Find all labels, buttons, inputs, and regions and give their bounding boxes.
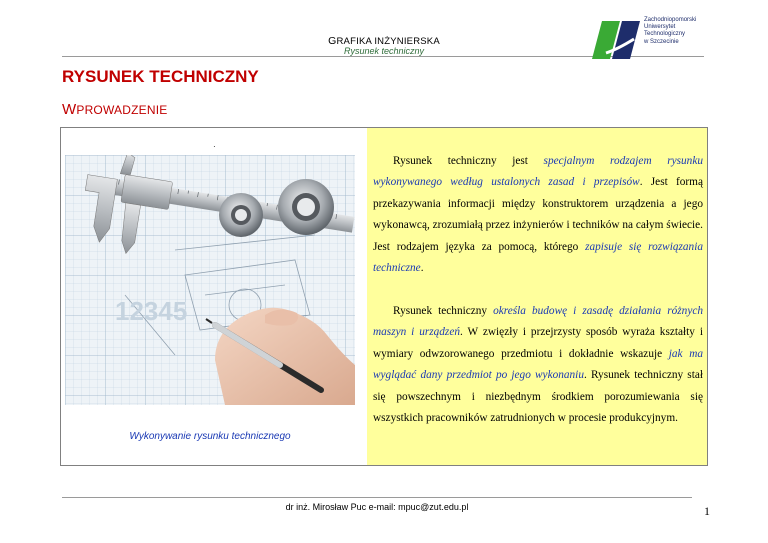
section-heading (62, 101, 167, 118)
logo-line-1: Zachodniopomorski (644, 17, 697, 23)
header-title-initial: G (328, 35, 337, 47)
footer-divider (62, 497, 692, 498)
technical-drawing-photo (65, 155, 355, 405)
emphasis-text: zapisuje się rozwiązania techniczne (373, 240, 703, 275)
paragraph-purpose: Rysunek techniczny określa budowę i zasadę działania różnych maszyn i urządzeń. W zwięzły i przejrzysty sposób wyraża kształty i wymiary odwzorowanego przedmiotu i dokładnie wskazuje jak ma wyglądać dany przedmiot po jego wykonaniu. Rysunek techniczny stał się powszechnym i niezbędnym środkiem porozumiewania się wszystkich pracowników zatrudnionych w procesie produkcyjnym. (373, 305, 704, 425)
section-heading-rest: PROWADZENIE (76, 103, 168, 117)
logo-text (644, 17, 696, 46)
logo-line-3: Technologiczny (644, 31, 686, 38)
header-subtitle: Rysunek techniczny (343, 46, 425, 56)
logo-line-4: w Szczecinie (644, 38, 679, 45)
figure-dot: · (213, 142, 216, 151)
emphasis-text: jak ma wyglądać dany przedmiot po jego wykonaniu (373, 347, 704, 382)
paragraph-intro: Rysunek techniczny jest specjalnym rodzajem rysunku wykonywanego według ustalonych zasad i przepisów. Jest formą przekazywania informacji między konstruktorem urządzenia a jego wykonawcą, zrozumiałą przez inżynierów i techników na całym świecie. Jest rodzajem języka za pomocą, którego zapisuje się rozwiązania techniczne. (373, 155, 703, 275)
svg-text:12345: 12345 (115, 296, 188, 326)
bearing-large (278, 179, 334, 235)
header-title-rest: RAFIKA INŻYNIERSKA (336, 36, 440, 47)
page-title: RYSUNEK TECHNICZNY (62, 67, 259, 86)
bearing-small (219, 193, 263, 237)
emphasis-text: specjalnym rodzajem rysunku wykonywanego według ustalonych zasad i przepisów (373, 155, 703, 189)
page-number: 1 (704, 504, 710, 518)
footer-author: dr inż. Mirosław Puc e-mail: mpuc@zut.edu.pl (285, 502, 469, 512)
emphasis-text: określa budowę i zasadę działania różnych maszyn i urządzeń (373, 305, 704, 339)
figure-caption: Wykonywanie rysunku technicznego (129, 431, 291, 442)
logo-line-2: Uniwersytet (644, 24, 676, 31)
section-heading-initial: W (62, 101, 77, 118)
